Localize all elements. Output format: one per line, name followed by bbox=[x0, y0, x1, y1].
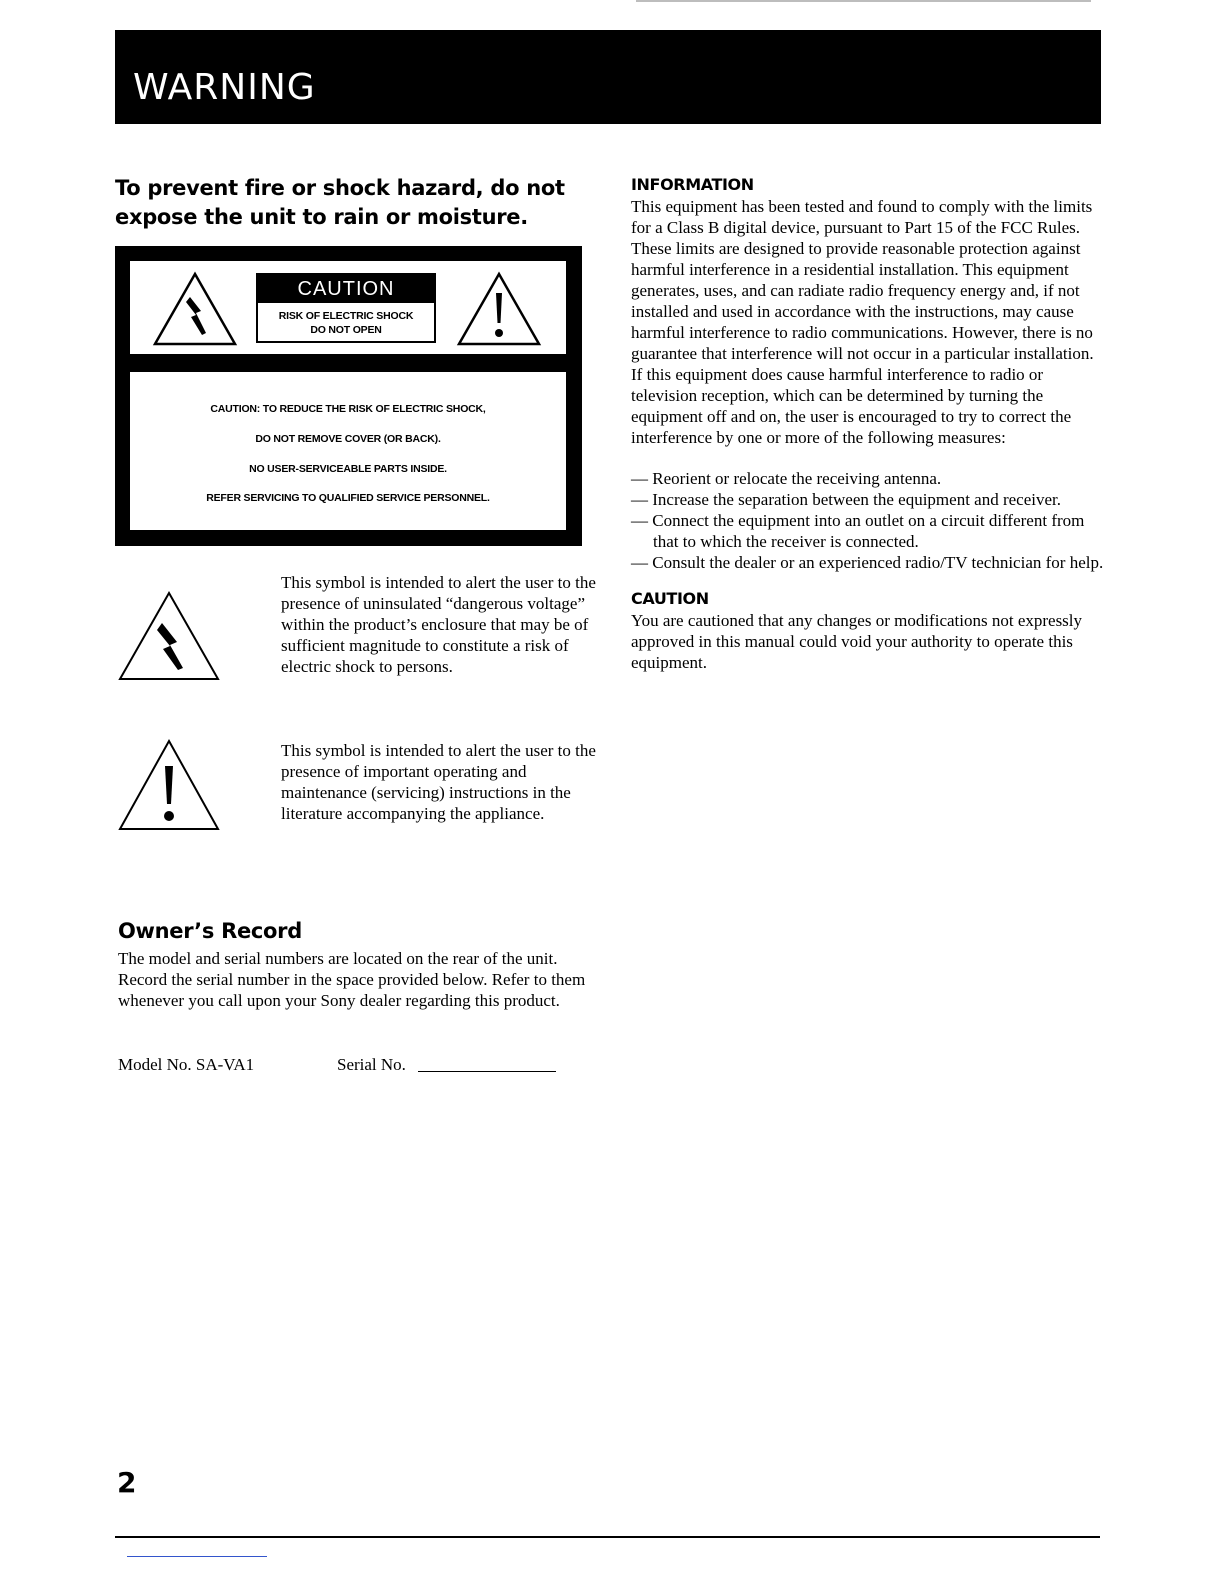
label-line: NO USER-SERVICEABLE PARTS INSIDE. bbox=[249, 463, 447, 475]
owners-record-heading: Owner’s Record bbox=[118, 919, 302, 943]
caution-panel bbox=[256, 273, 436, 343]
risk-of-shock-text: RISK OF ELECTRIC SHOCK bbox=[278, 310, 414, 322]
page-title: WARNING bbox=[133, 67, 316, 108]
list-item: — Consult the dealer or an experienced radio/TV technician for help. bbox=[631, 553, 1104, 572]
label-line: DO NOT REMOVE COVER (OR BACK). bbox=[255, 433, 441, 445]
lightning-warning-icon bbox=[152, 271, 238, 347]
exclamation-symbol-description: This symbol is intended to alert the user to the presence of important operating and maintenance (servicing) instructions in the literature accompanying the appliance. bbox=[281, 741, 596, 823]
interference-measures-list bbox=[631, 468, 1106, 573]
serial-number-blank bbox=[418, 1071, 556, 1072]
right-column bbox=[631, 174, 1106, 673]
top-edge-mark bbox=[636, 0, 1091, 2]
bottom-rule bbox=[115, 1536, 1100, 1538]
do-not-open-text: DO NOT OPEN bbox=[310, 324, 382, 336]
lightning-symbol-description: This symbol is intended to alert the user to the presence of uninsulated “dangerous voltage” within the product’s enclosure that may be of sufficient magnitude to constitute a risk of electric shock to persons. bbox=[281, 573, 596, 676]
left-column bbox=[115, 174, 596, 1074]
model-serial-row bbox=[118, 1054, 588, 1075]
caution-section bbox=[631, 588, 1106, 673]
bottom-edge-mark bbox=[127, 1556, 267, 1557]
label-line: CAUTION: TO REDUCE THE RISK OF ELECTRIC SHOCK, bbox=[210, 403, 486, 415]
owners-record-text: The model and serial numbers are located on the rear of the unit. Record the serial number in the space provided below. Refer to them whenever you call upon your Sony dealer regarding this product. bbox=[118, 949, 586, 1010]
list-item: — Increase the separation between the equipment and receiver. bbox=[631, 490, 1061, 509]
caution-heading: CAUTION bbox=[631, 589, 709, 608]
fire-shock-warning-heading: To prevent fire or shock hazard, do not expose the unit to rain or moisture. bbox=[115, 176, 565, 229]
list-item: — Reorient or relocate the receiving antenna. bbox=[631, 469, 942, 488]
exclamation-warning-icon bbox=[456, 271, 542, 347]
caution-word: CAUTION bbox=[258, 275, 434, 303]
caution-label bbox=[115, 246, 582, 546]
caution-label-upper bbox=[130, 261, 566, 354]
warning-header-bar bbox=[115, 30, 1101, 124]
label-line: REFER SERVICING TO QUALIFIED SERVICE PERSONNEL. bbox=[206, 492, 490, 504]
page-number: 2 bbox=[117, 1466, 137, 1499]
exclamation-symbol-icon bbox=[117, 738, 221, 832]
information-heading: INFORMATION bbox=[631, 175, 754, 194]
caution-label-lower bbox=[130, 372, 566, 530]
caution-text: You are cautioned that any changes or modifications not expressly approved in this manual could void your authority to operate this equipment. bbox=[631, 611, 1083, 672]
information-text: This equipment has been tested and found to comply with the limits for a Class B digital device, pursuant to Part 15 of the FCC Rules. These limits are designed to provide reasonable protection against harmful interference in a residential installation. This equipment generates, uses, and can radiate radio frequency energy and, if not installed and used in accordance with the instructions, may cause harmful interference to radio communications. However, there is no guarantee that interference will not occur in a particular installation. If this equipment does cause harmful interference to radio or television reception, which can be determined by turning the equipment off and on, the user is encouraged to try to correct the interference by one or more of the following measures: bbox=[631, 197, 1094, 447]
list-item: — Connect the equipment into an outlet on a circuit different from that to which the receiver is connected. bbox=[631, 511, 1085, 551]
model-number: Model No. SA-VA1 bbox=[118, 1055, 255, 1074]
serial-number-label: Serial No. bbox=[337, 1055, 406, 1074]
lightning-symbol-icon bbox=[117, 590, 221, 682]
